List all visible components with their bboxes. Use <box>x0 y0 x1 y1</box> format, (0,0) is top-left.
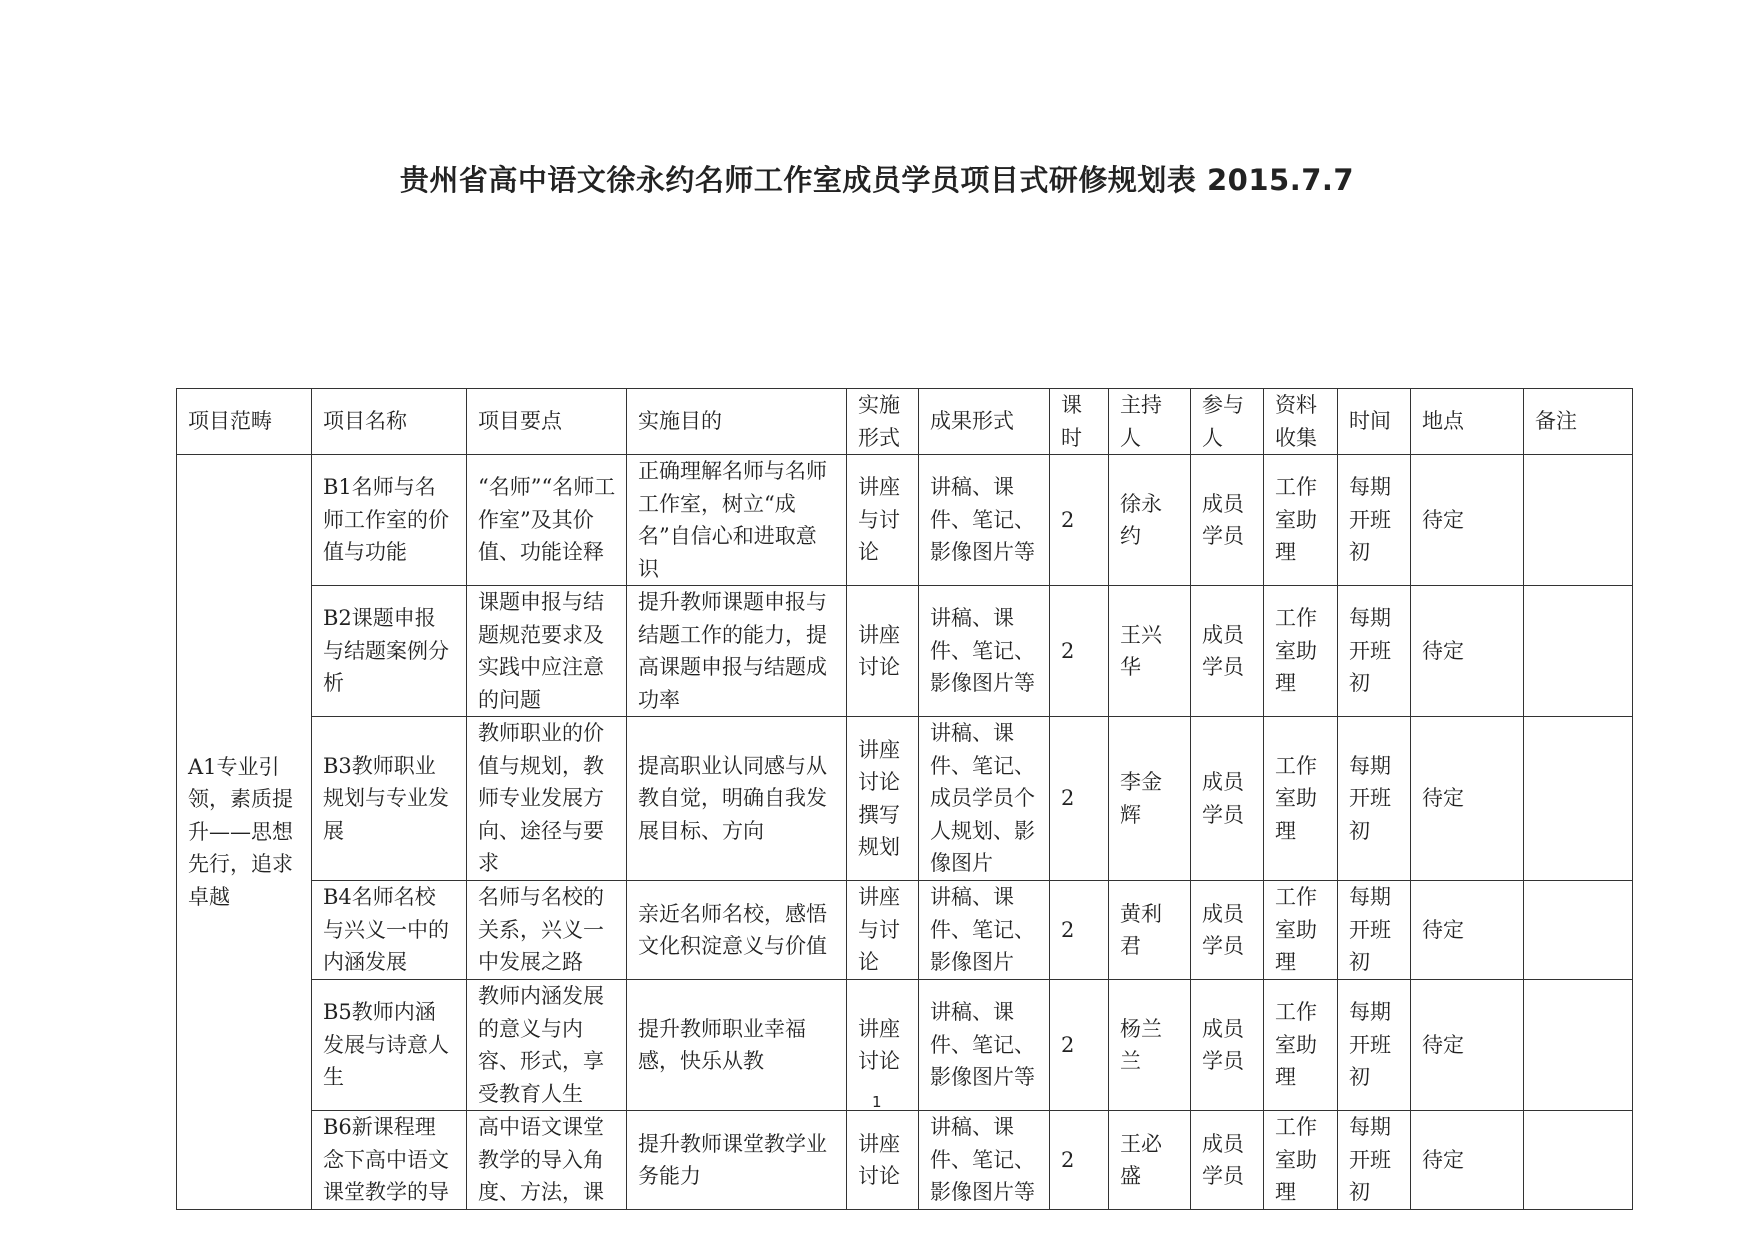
key-points-cell: 教师职业的价值与规划，教师专业发展方向、途径与要求 <box>467 717 627 881</box>
header-host: 主持人 <box>1109 389 1191 455</box>
header-purpose: 实施目的 <box>627 389 847 455</box>
purpose-cell: 提升教师课题申报与结题工作的能力，提高课题申报与结题成功率 <box>627 586 847 717</box>
location-cell: 待定 <box>1411 1111 1524 1210</box>
purpose-cell: 提升教师课堂教学业务能力 <box>627 1111 847 1210</box>
header-form: 实施形式 <box>847 389 919 455</box>
output-cell: 讲稿、课件、笔记、成员学员个人规划、影像图片 <box>919 717 1050 881</box>
hours-cell: 2 <box>1050 455 1109 586</box>
host-cell: 徐永约 <box>1109 455 1191 586</box>
header-category: 项目范畴 <box>177 389 312 455</box>
host-cell: 王兴华 <box>1109 586 1191 717</box>
participants-cell: 成员学员 <box>1191 586 1264 717</box>
table-row <box>177 586 1633 717</box>
materials-cell: 工作室助理 <box>1264 455 1338 586</box>
document-title: 贵州省高中语文徐永约名师工作室成员学员项目式研修规划表 2015.7.7 <box>399 163 1355 197</box>
purpose-cell: 提高职业认同感与从教自觉，明确自我发展目标、方向 <box>627 717 847 881</box>
form-cell: 讲座与讨论 <box>847 455 919 586</box>
form-cell: 讲座与讨论 <box>847 881 919 980</box>
table-row <box>177 881 1633 980</box>
host-cell: 黄利君 <box>1109 881 1191 980</box>
materials-cell: 工作室助理 <box>1264 586 1338 717</box>
time-cell: 每期开班初 <box>1338 717 1411 881</box>
header-location: 地点 <box>1411 389 1524 455</box>
form-cell: 讲座讨论撰写规划 <box>847 717 919 881</box>
participants-cell: 成员学员 <box>1191 455 1264 586</box>
remarks-cell <box>1524 586 1633 717</box>
project-name-cell: B6新课程理念下高中语文课堂教学的导 <box>312 1111 467 1210</box>
time-cell: 每期开班初 <box>1338 1111 1411 1210</box>
page-number: 1 <box>872 1093 882 1111</box>
header-output: 成果形式 <box>919 389 1050 455</box>
participants-cell: 成员学员 <box>1191 1111 1264 1210</box>
materials-cell: 工作室助理 <box>1264 1111 1338 1210</box>
key-points-cell: 名师与名校的关系，兴义一中发展之路 <box>467 881 627 980</box>
table-row <box>177 980 1633 1111</box>
time-cell: 每期开班初 <box>1338 455 1411 586</box>
host-cell: 杨兰兰 <box>1109 980 1191 1111</box>
hours-cell: 2 <box>1050 1111 1109 1210</box>
category-cell: A1专业引领，素质提升——思想先行，追求卓越 <box>177 455 312 1210</box>
remarks-cell <box>1524 717 1633 881</box>
participants-cell: 成员学员 <box>1191 717 1264 881</box>
location-cell: 待定 <box>1411 455 1524 586</box>
hours-cell: 2 <box>1050 586 1109 717</box>
output-cell: 讲稿、课件、笔记、影像图片等 <box>919 586 1050 717</box>
purpose-cell: 亲近名师名校，感悟文化积淀意义与价值 <box>627 881 847 980</box>
time-cell: 每期开班初 <box>1338 586 1411 717</box>
form-cell: 讲座讨论 <box>847 1111 919 1210</box>
location-cell: 待定 <box>1411 881 1524 980</box>
remarks-cell <box>1524 455 1633 586</box>
project-name-cell: B3教师职业规划与专业发展 <box>312 717 467 881</box>
table-row <box>177 455 1633 586</box>
purpose-cell: 提升教师职业幸福感，快乐从教 <box>627 980 847 1111</box>
project-name-cell: B1名师与名师工作室的价值与功能 <box>312 455 467 586</box>
project-name-cell: B4名师名校与兴义一中的内涵发展 <box>312 881 467 980</box>
output-cell: 讲稿、课件、笔记、影像图片等 <box>919 1111 1050 1210</box>
header-key-points: 项目要点 <box>467 389 627 455</box>
time-cell: 每期开班初 <box>1338 881 1411 980</box>
materials-cell: 工作室助理 <box>1264 881 1338 980</box>
host-cell: 王必盛 <box>1109 1111 1191 1210</box>
output-cell: 讲稿、课件、笔记、影像图片 <box>919 881 1050 980</box>
key-points-cell: 高中语文课堂教学的导入角度、方法，课 <box>467 1111 627 1210</box>
header-materials: 资料收集 <box>1264 389 1338 455</box>
table-row <box>177 717 1633 881</box>
form-cell: 讲座讨论 <box>847 586 919 717</box>
research-plan-table <box>176 388 1633 1210</box>
location-cell: 待定 <box>1411 717 1524 881</box>
header-participants: 参与人 <box>1191 389 1264 455</box>
time-cell: 每期开班初 <box>1338 980 1411 1111</box>
remarks-cell <box>1524 980 1633 1111</box>
header-name: 项目名称 <box>312 389 467 455</box>
key-points-cell: “名师”“名师工作室”及其价值、功能诠释 <box>467 455 627 586</box>
hours-cell: 2 <box>1050 717 1109 881</box>
project-name-cell: B5教师内涵发展与诗意人生 <box>312 980 467 1111</box>
header-remarks: 备注 <box>1524 389 1633 455</box>
header-time: 时间 <box>1338 389 1411 455</box>
materials-cell: 工作室助理 <box>1264 980 1338 1111</box>
output-cell: 讲稿、课件、笔记、影像图片等 <box>919 455 1050 586</box>
participants-cell: 成员学员 <box>1191 881 1264 980</box>
participants-cell: 成员学员 <box>1191 980 1264 1111</box>
host-cell: 李金辉 <box>1109 717 1191 881</box>
key-points-cell: 教师内涵发展的意义与内容、形式，享受教育人生 <box>467 980 627 1111</box>
table-row <box>177 1111 1633 1210</box>
project-name-cell: B2课题申报与结题案例分析 <box>312 586 467 717</box>
location-cell: 待定 <box>1411 980 1524 1111</box>
location-cell: 待定 <box>1411 586 1524 717</box>
header-hours: 课时 <box>1050 389 1109 455</box>
hours-cell: 2 <box>1050 881 1109 980</box>
output-cell: 讲稿、课件、笔记、影像图片等 <box>919 980 1050 1111</box>
form-cell: 讲座讨论 <box>847 980 919 1111</box>
remarks-cell <box>1524 881 1633 980</box>
purpose-cell: 正确理解名师与名师工作室，树立“成名”自信心和进取意识 <box>627 455 847 586</box>
remarks-cell <box>1524 1111 1633 1210</box>
key-points-cell: 课题申报与结题规范要求及实践中应注意的问题 <box>467 586 627 717</box>
materials-cell: 工作室助理 <box>1264 717 1338 881</box>
hours-cell: 2 <box>1050 980 1109 1111</box>
table-header-row <box>177 389 1633 455</box>
